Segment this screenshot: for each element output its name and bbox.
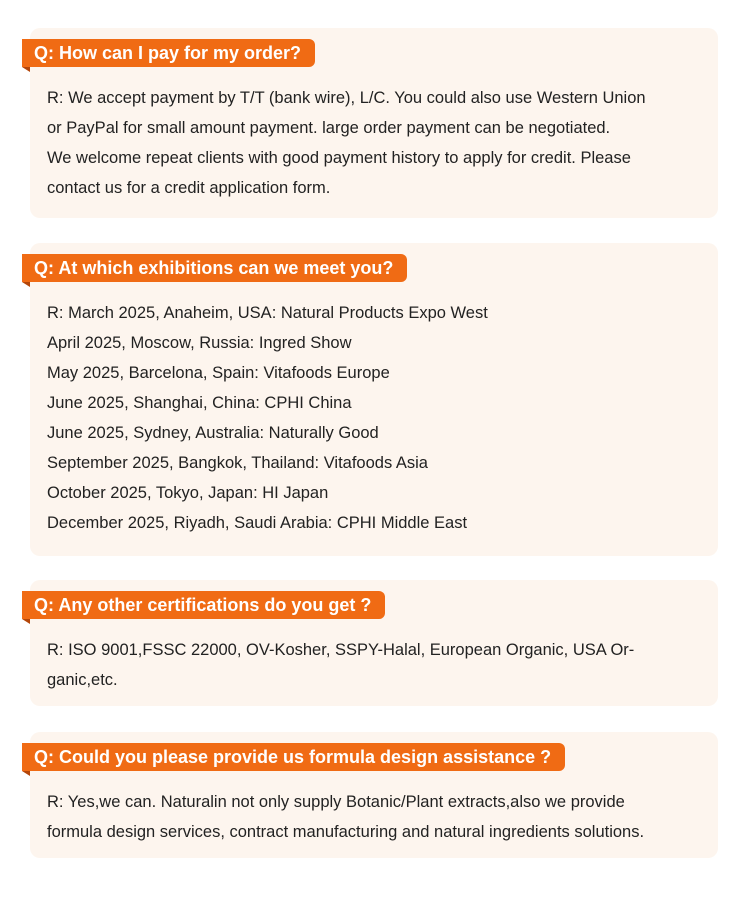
faq-card-payment — [30, 28, 718, 218]
answer-line: contact us for a credit application form. — [47, 179, 331, 197]
answer-line: June 2025, Shanghai, China: CPHI China — [47, 394, 352, 412]
faq-answer-exhibitions — [47, 298, 704, 538]
faq-question-payment: Q: How can I pay for my order? — [22, 39, 315, 67]
answer-line: April 2025, Moscow, Russia: Ingred Show — [47, 334, 352, 352]
faq-answer-payment — [47, 83, 704, 203]
answer-line: We welcome repeat clients with good payment history to apply for credit. Please — [47, 149, 631, 167]
faq-question-formula-design: Q: Could you please provide us formula design assistance ? — [22, 743, 565, 771]
answer-line: R: ISO 9001,FSSC 22000, OV-Kosher, SSPY-Halal, European Organic, USA Or- — [47, 641, 635, 659]
answer-line: May 2025, Barcelona, Spain: Vitafoods Europe — [47, 364, 390, 382]
faq-question-certifications: Q: Any other certifications do you get ? — [22, 591, 385, 619]
faq-card-exhibitions — [30, 243, 718, 556]
answer-line: or PayPal for small amount payment. large order payment can be negotiated. — [47, 119, 611, 137]
answer-line: R: March 2025, Anaheim, USA: Natural Products Expo West — [47, 304, 488, 322]
answer-line: R: We accept payment by T/T (bank wire), L/C. You could also use Western Union — [47, 89, 646, 107]
answer-line: September 2025, Bangkok, Thailand: Vitafoods Asia — [47, 454, 428, 472]
answer-line: ganic,etc. — [47, 671, 118, 689]
faq-answer-formula-design — [47, 787, 704, 847]
faq-answer-certifications — [47, 635, 704, 695]
faq-question-exhibitions: Q: At which exhibitions can we meet you? — [22, 254, 407, 282]
answer-line: October 2025, Tokyo, Japan: HI Japan — [47, 484, 329, 502]
faq-card-formula-design — [30, 732, 718, 858]
faq-card-certifications — [30, 580, 718, 706]
answer-line: formula design services, contract manufacturing and natural ingredients solutions. — [47, 823, 645, 841]
answer-line: R: Yes,we can. Naturalin not only supply Botanic/Plant extracts,also we provide — [47, 793, 625, 811]
answer-line: December 2025, Riyadh, Saudi Arabia: CPHI Middle East — [47, 514, 468, 532]
answer-line: June 2025, Sydney, Australia: Naturally Good — [47, 424, 379, 442]
